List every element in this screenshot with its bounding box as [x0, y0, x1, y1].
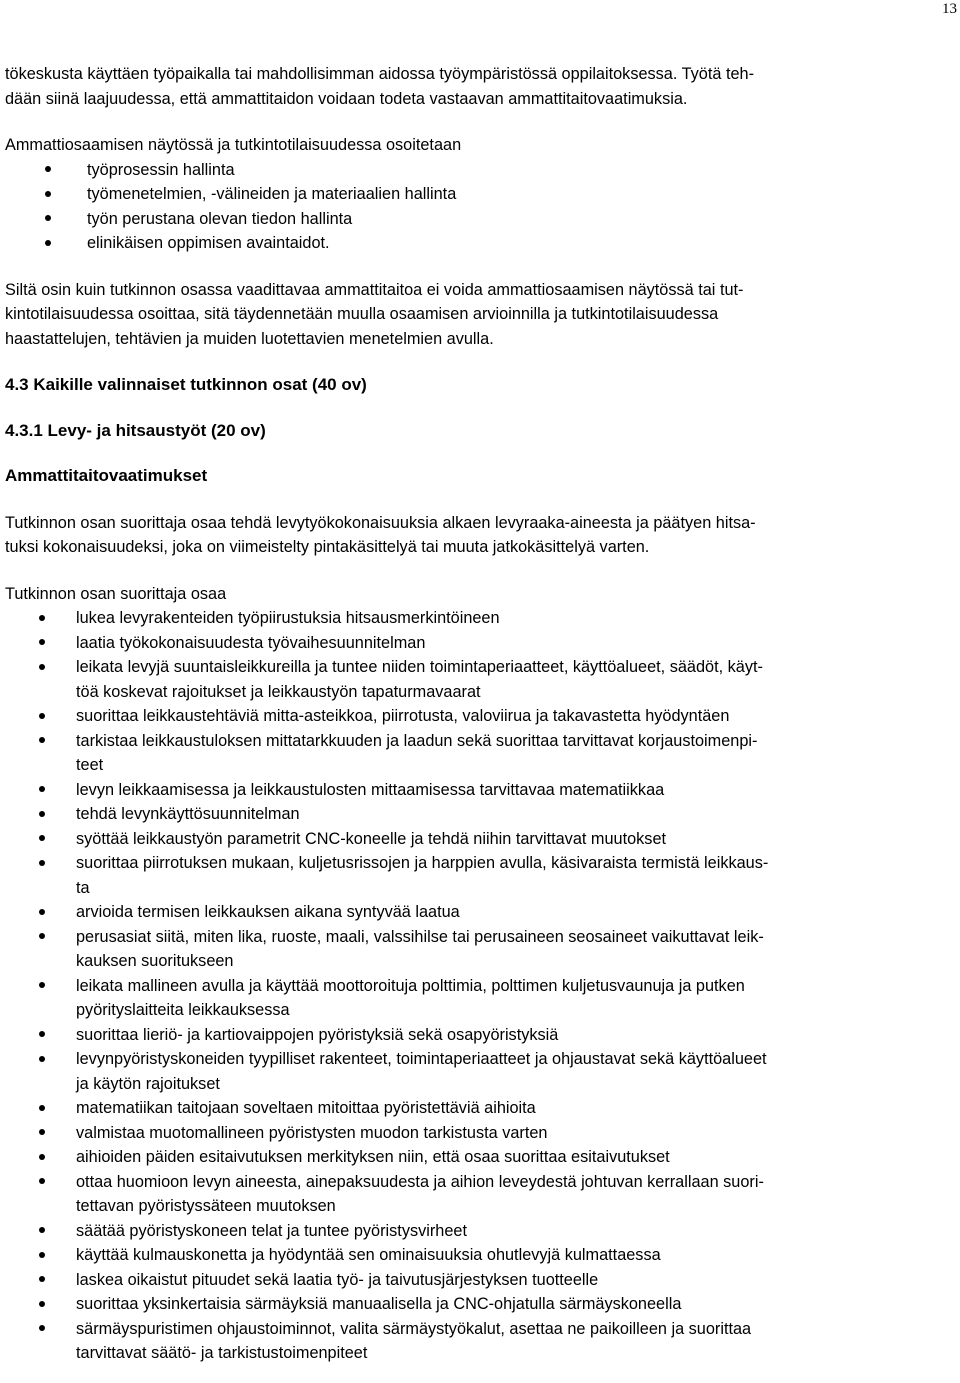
- bullet-icon: [39, 1023, 45, 1048]
- list-item: [76, 631, 949, 656]
- bullet-icon: [39, 1170, 45, 1195]
- list-item: [76, 851, 949, 900]
- bullet-icon: [39, 827, 45, 852]
- supplement-line: haastattelujen, tehtävien ja muiden luotettavien menetelmien avulla.: [5, 329, 494, 348]
- list-item: [76, 1170, 949, 1219]
- list-item: [87, 182, 949, 207]
- document-body: [5, 62, 949, 1366]
- list-item: [76, 655, 949, 704]
- list-item: [87, 158, 949, 183]
- list-item-text: levyn leikkaamisessa ja leikkaustulosten mittaamisessa tarvittavaa matematiikkaa: [76, 780, 665, 799]
- list-item: [76, 827, 949, 852]
- bullet-icon: [39, 655, 45, 680]
- bullet-icon: [39, 1243, 45, 1268]
- bullet-icon: [39, 1047, 45, 1072]
- bullet-icon: [39, 631, 45, 656]
- list-item: [76, 900, 949, 925]
- list-item-text: särmäyspuristimen ohjaustoiminnot, valita särmäystyökalut, asettaa ne paikoilleen ja suorittaa: [76, 1319, 752, 1338]
- requirements-intro-line: Tutkinnon osan suorittaja osaa tehdä levytyökokonaisuuksia alkaen levyraaka-aineesta ja päätyen hitsa-: [5, 513, 756, 532]
- list-item-text: työmenetelmien, -välineiden ja materiaalien hallinta: [87, 185, 457, 203]
- list-item-text: laskea oikaistut pituudet sekä laatia työ- ja taivutusjärjestyksen tuotteelle: [76, 1270, 599, 1289]
- list-item-text: aihioiden päiden esitaivutuksen merkityksen niin, että osaa suorittaa esitaivutukset: [76, 1148, 670, 1166]
- list-item: [76, 1096, 949, 1121]
- list-item-text-continued: ja käytön rajoitukset: [76, 1074, 220, 1093]
- list-item-text: suorittaa leikkaustehtäviä mitta-asteikkoa, piirrotusta, valoviirua ja takavastetta hyödyntäen: [76, 707, 730, 725]
- requirements-heading: Ammattitaitovaatimukset: [5, 466, 208, 485]
- skills-lead: Tutkinnon osan suorittaja osaa: [5, 584, 227, 603]
- demonstration-lead: Ammattiosaamisen näytössä ja tutkintotilaisuudessa osoitetaan: [5, 136, 462, 154]
- bullet-icon: [39, 606, 45, 631]
- bullet-icon: [39, 974, 45, 999]
- bullet-icon: [39, 925, 45, 950]
- list-item-text-continued: töä koskevat rajoitukset ja leikkaustyön tapaturmavaarat: [76, 682, 481, 701]
- list-item: [76, 606, 949, 631]
- list-item-text-continued: ta: [76, 878, 90, 897]
- requirements-intro-line: tuksi kokonaisuudeksi, joka on viimeistelty pintakäsittelyä tai muuta jatkokäsittelyä varten.: [5, 538, 650, 556]
- subsection-heading: 4.3.1 Levy- ja hitsaustyöt (20 ov): [5, 420, 266, 440]
- list-item-text: työprosessin hallinta: [87, 160, 235, 179]
- supplement-line: Siltä osin kuin tutkinnon osassa vaadittavaa ammattitaitoa ei voida ammattiosaamisen näytössä tai tut-: [5, 280, 744, 299]
- requirements-intro: [5, 511, 949, 560]
- list-item: [76, 925, 949, 974]
- list-item: [76, 1292, 949, 1317]
- section-heading: 4.3 Kaikille valinnaiset tutkinnon osat (40 ov): [5, 375, 367, 394]
- list-item-text: perusasiat siitä, miten lika, ruoste, maali, valssihilse tai perusaineen seosaineet vaikuttavat leik-: [76, 927, 764, 946]
- skills-list: [5, 606, 949, 1366]
- list-item-text: leikata mallineen avulla ja käyttää moottoroituja polttimia, polttimen kuljetusvaunuja ja putken: [76, 976, 745, 995]
- intro-line: dään siinä laajuudessa, että ammattitaidon voidaan todeta vastaavan ammattitaitovaatimuksia.: [5, 89, 688, 108]
- supplement-line: kintotilaisuudessa osoittaa, sitä täydennetään muulla osaamisen arvioinnilla ja tutkintotilaisuudessa: [5, 305, 719, 323]
- list-item: [76, 1219, 949, 1244]
- page-number: 13: [942, 1, 957, 17]
- intro-paragraph: [5, 62, 949, 111]
- list-item-text-continued: tettavan pyöristyssäteen muutoksen: [76, 1197, 336, 1215]
- list-item-text: valmistaa muotomallineen pyöristysten muodon tarkistusta varten: [76, 1123, 548, 1142]
- list-item: [87, 231, 949, 256]
- bullet-icon: [39, 1096, 45, 1121]
- bullet-icon: [45, 231, 51, 256]
- supplement-paragraph: [5, 278, 949, 352]
- list-item: [76, 974, 949, 1023]
- bullet-icon: [39, 1219, 45, 1244]
- bullet-icon: [39, 900, 45, 925]
- list-item-text: matematiikan taitojaan soveltaen mitoittaa pyöristettäviä aihioita: [76, 1099, 536, 1117]
- bullet-icon: [45, 158, 51, 183]
- list-item-text: levynpyöristyskoneiden tyypilliset rakenteet, toimintaperiaatteet ja ohjaustavat sekä käyttöalueet: [76, 1050, 767, 1068]
- list-item-text: ottaa huomioon levyn aineesta, ainepaksuudesta ja aihion leveydestä johtuvan kerrallaan suori-: [76, 1172, 764, 1191]
- bullet-icon: [39, 704, 45, 729]
- list-item: [76, 1268, 949, 1293]
- list-item-text: syöttää leikkaustyön parametrit CNC-koneelle ja tehdä niihin tarvittavat muutokset: [76, 829, 667, 848]
- list-item: [76, 1243, 949, 1268]
- list-item-text: leikata levyjä suuntaisleikkureilla ja tuntee niiden toimintaperiaatteet, käyttöalueet, säädöt, käyt-: [76, 658, 763, 676]
- list-item-text: laatia työkokonaisuudesta työvaihesuunnitelman: [76, 633, 426, 652]
- intro-line: tökeskusta käyttäen työpaikalla tai mahdollisimman aidossa työympäristössä oppilaitoksessa. Työtä teh-: [5, 65, 755, 83]
- list-item-text: tarkistaa leikkaustuloksen mittatarkkuuden ja laadun sekä suorittaa tarvittavat korjaustoimenpi-: [76, 731, 758, 750]
- list-item-text-continued: pyörityslaitteita leikkauksessa: [76, 1001, 290, 1019]
- bullet-icon: [39, 1121, 45, 1146]
- bullet-icon: [39, 729, 45, 754]
- list-item: [87, 207, 949, 232]
- list-item-text: suorittaa lieriö- ja kartiovaippojen pyöristyksiä sekä osapyöristyksiä: [76, 1025, 559, 1044]
- bullet-icon: [39, 802, 45, 827]
- list-item-text-continued: kauksen suoritukseen: [76, 952, 234, 970]
- list-item-text: käyttää kulmauskonetta ja hyödyntää sen ominaisuuksia ohutlevyjä kulmattaessa: [76, 1246, 661, 1264]
- list-item: [76, 704, 949, 729]
- list-item-text: työn perustana olevan tiedon hallinta: [87, 209, 353, 228]
- list-item-text: lukea levyrakenteiden työpiirustuksia hitsausmerkintöineen: [76, 609, 500, 627]
- list-item-text: arvioida termisen leikkauksen aikana syntyvää laatua: [76, 903, 460, 921]
- bullet-icon: [45, 182, 51, 207]
- list-item-text: tehdä levynkäyttösuunnitelman: [76, 805, 300, 823]
- list-item: [76, 802, 949, 827]
- bullet-icon: [45, 207, 51, 232]
- bullet-icon: [39, 778, 45, 803]
- list-item: [76, 729, 949, 778]
- list-item-text: säätää pyöristyskoneen telat ja tuntee pyöristysvirheet: [76, 1221, 467, 1240]
- list-item: [76, 1023, 949, 1048]
- list-item: [76, 1047, 949, 1096]
- list-item: [76, 1121, 949, 1146]
- list-item: [76, 778, 949, 803]
- list-item-text: elinikäisen oppimisen avaintaidot.: [87, 234, 330, 252]
- demonstration-list: [5, 158, 949, 256]
- list-item-text: suorittaa yksinkertaisia särmäyksiä manuaalisella ja CNC-ohjatulla särmäyskoneella: [76, 1295, 682, 1313]
- list-item: [76, 1145, 949, 1170]
- list-item-text: suorittaa piirrotuksen mukaan, kuljetusrissojen ja harppien avulla, käsivaraista termistä leikkaus-: [76, 854, 769, 872]
- list-item-text-continued: teet: [76, 756, 104, 774]
- bullet-icon: [39, 851, 45, 876]
- list-item: [76, 1317, 949, 1366]
- bullet-icon: [39, 1292, 45, 1317]
- list-item-text-continued: tarvittavat säätö- ja tarkistustoimenpiteet: [76, 1344, 368, 1362]
- bullet-icon: [39, 1268, 45, 1293]
- bullet-icon: [39, 1145, 45, 1170]
- bullet-icon: [39, 1317, 45, 1342]
